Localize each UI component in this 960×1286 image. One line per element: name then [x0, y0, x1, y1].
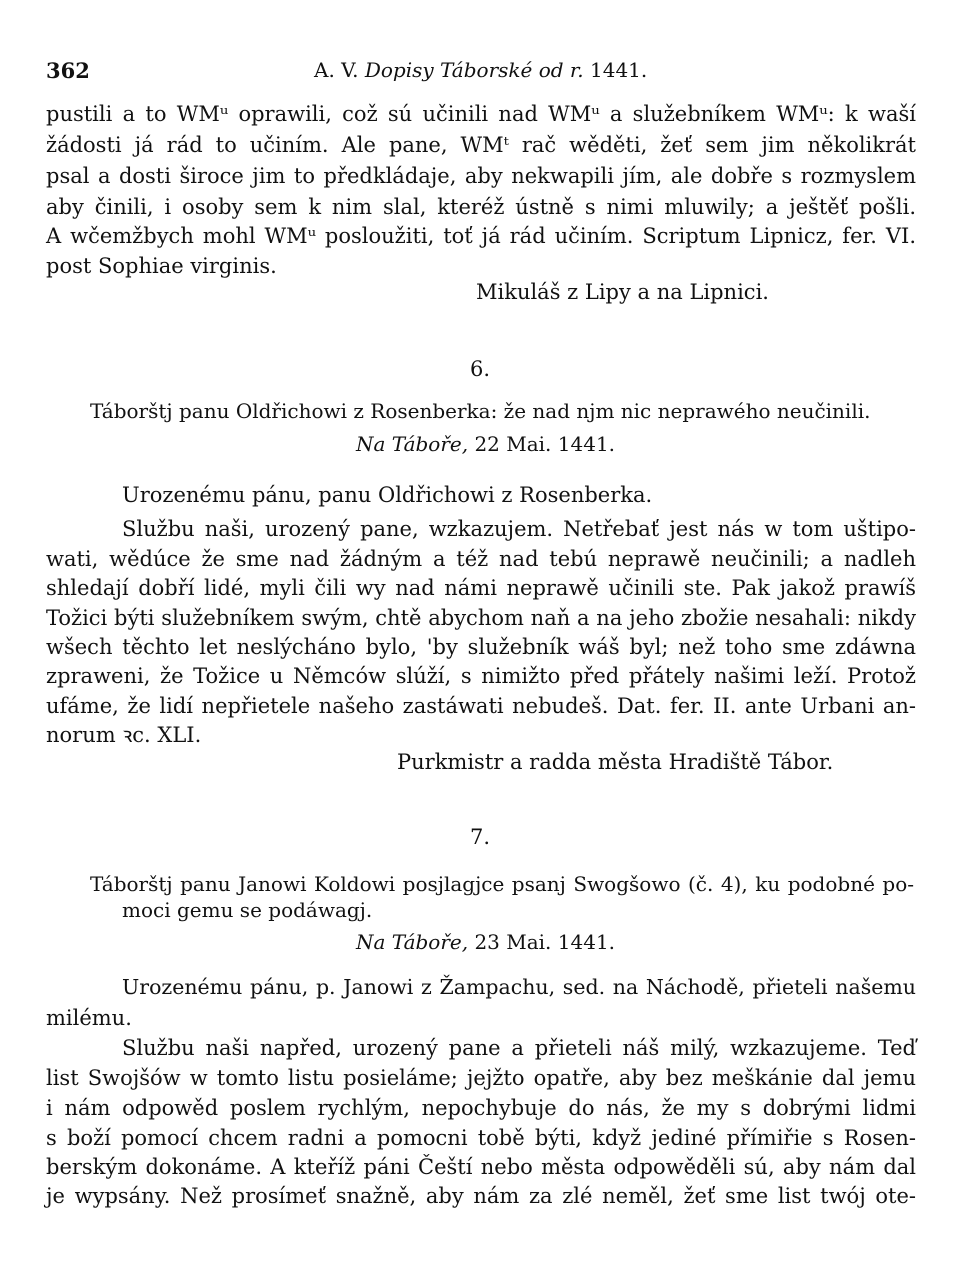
address-line: Urozenému pánu, panu Oldřichowi z Rosenberka. — [122, 483, 653, 507]
text-line: Tožici býti služebníkem swým, chtě abychom naň a na jeho zbožie nesahali: nikdy — [46, 606, 916, 630]
running-head — [314, 58, 647, 82]
address-line: Urozenému pánu, p. Janowi z Žampachu, sed. na Náchodě, přieteli našemu — [122, 975, 916, 999]
text-line: psal a dosti široce jim to předkládaje, aby nekwapili jím, ale dobře s rozmyslem — [46, 164, 916, 188]
place-date-place: Na Tábořе, — [356, 432, 469, 456]
text-line: berským dokonáme. A kteříž páni Čeští nebo města odpowěděli sú, aby nám dal — [46, 1155, 916, 1179]
place-date-date: 22 Mai. 1441. — [474, 432, 616, 456]
place-date-place: Na Tábořе, — [356, 930, 469, 954]
letter-heading-cont: moci gemu se podáwagj. — [122, 898, 373, 922]
text-line: post Sophiae virginis. — [46, 254, 277, 278]
letter-number: 7. — [469, 825, 491, 849]
place-date-date: 23 Mai. 1441. — [474, 930, 616, 954]
place-date — [356, 930, 615, 954]
text-line: shledají dobří lidé, myli čili wy nad námi neprawě učinili ste. Pak jakož prawíš — [46, 576, 916, 600]
running-head-section: A. V. — [314, 58, 359, 82]
page-number: 362 — [46, 58, 90, 83]
letter-heading: Táborštj panu Oldřichowi z Rosenberka: že nad njm nic neprawého neučinili. — [90, 399, 871, 423]
text-line: aby činili, i osoby sem k nim slal, kteréž ústně s nimi mluwily; a ještěť pošli. — [46, 195, 916, 219]
running-header — [46, 58, 916, 88]
text-line: wati, wědúce že sme nad žádným a též nad tebú neprawě neučinili; a nadleh — [46, 547, 916, 571]
text-line: Službu naši napřed, urozený pane a přieteli náš milý, wzkazujeme. Teď — [122, 1036, 916, 1060]
text-line: je wypsány. Než prosímeť snažně, aby nám za zlé neměl, žeť sme list twój ote- — [46, 1184, 916, 1208]
text-line: pustili a to WMᵘ oprawili, což sú učinili nad WMᵘ a služebníkem WMᵘ: k waší — [46, 102, 916, 126]
text-line: i nám odpowěd poslem rychlým, nepochybuje do nás, že my s dobrými lidmi — [46, 1096, 916, 1120]
text-line: norum ꝛc. XLI. — [46, 723, 202, 747]
text-line: s boží pomocí chcem radni a pomocni tobě býti, když jediné přímiřie s Rosen- — [46, 1126, 916, 1150]
signature: Mikuláš z Lipy a na Lipnici. — [476, 280, 769, 304]
text-line: žádosti já rád to učiním. Ale pane, WMᵗ rač wěděti, žeť sem jim několikrát — [46, 133, 916, 157]
text-line: wšech těchto let neslýcháno bylo, 'by služebník wáš byl; než toho sme zdáwna — [46, 635, 916, 659]
running-head-year: 1441. — [590, 58, 648, 82]
signature: Purkmistr a radda města Hradiště Tábor. — [397, 750, 834, 774]
text-line: list Swojšów w tomto listu posieláme; jejžto opatře, aby bez meškánie dal jemu — [46, 1066, 916, 1090]
text-line: Službu naši, urozený pane, wzkazujem. Netřebať jest nás w tom uštipo- — [122, 517, 916, 541]
place-date — [356, 432, 615, 456]
running-head-title: Dopisy Táborské od r. — [364, 58, 584, 82]
address-line: milému. — [46, 1006, 132, 1030]
letter-number: 6. — [469, 357, 491, 381]
text-line: A wčemžbych mohl WMᵘ posloužiti, toť já rád učiním. Scriptum Lipnicz, fer. VI. — [46, 224, 916, 248]
letter-heading: Táborštj panu Janowi Koldowi posjlagjce psanj Swogšowo (č. 4), ku podobné po- — [90, 872, 914, 896]
text-line: zprawеni, že Tožice u Němców slúží, s nimižto před přátely našimi leží. Protož — [46, 664, 916, 688]
text-line: ufáme, že lidí nepřietele našeho zastáwati nebudeš. Dat. fer. II. ante Urbani an- — [46, 694, 916, 718]
